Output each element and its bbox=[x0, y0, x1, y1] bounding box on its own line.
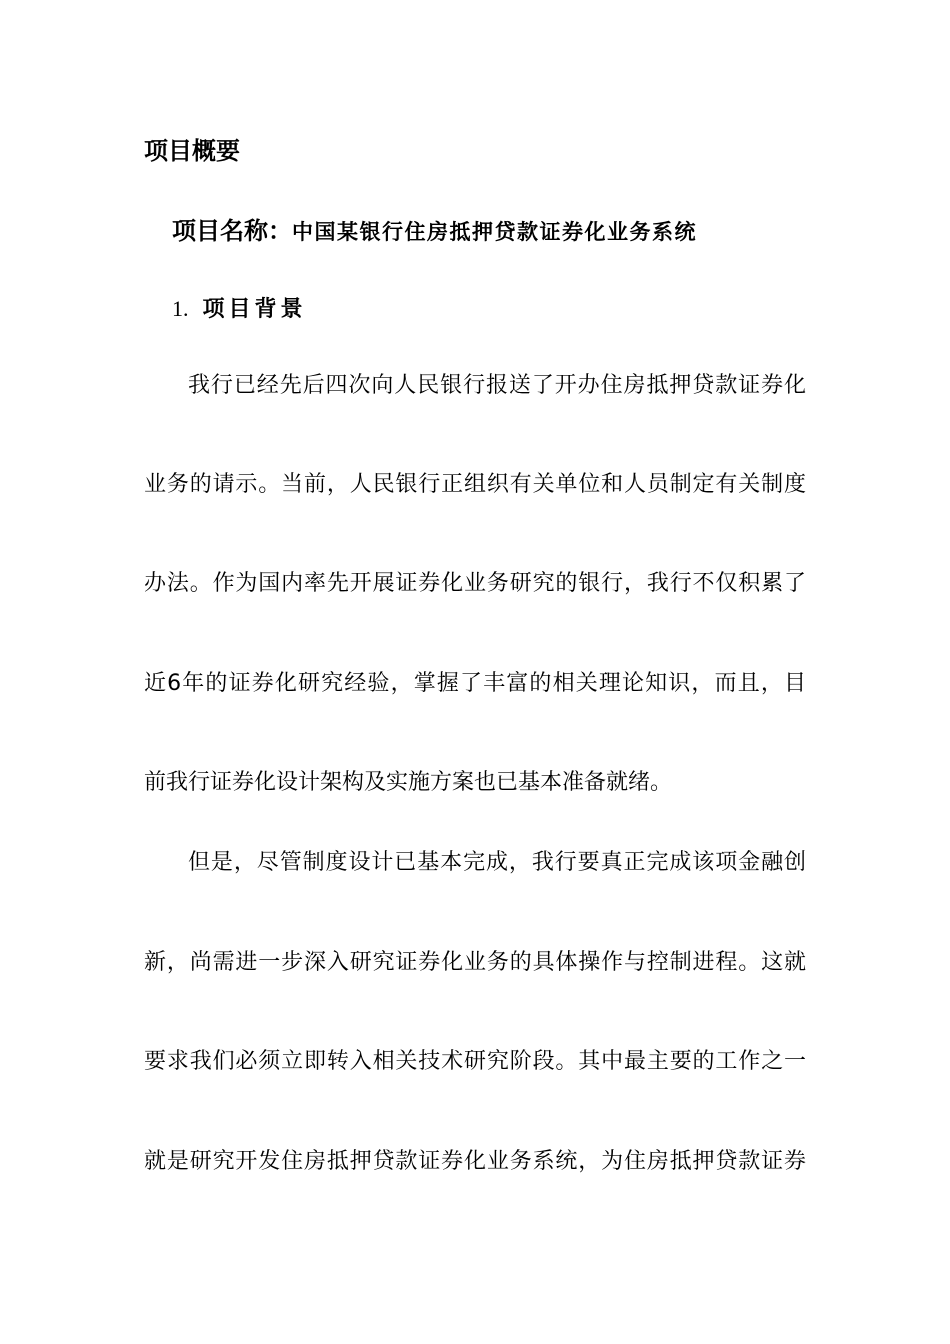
paragraph-line: 要求我们必须立即转入相关技术研究阶段。其中最主要的工作之一 bbox=[144, 1049, 806, 1074]
project-name-value: 中国某银行住房抵押贷款证券化业务系统 bbox=[292, 219, 697, 244]
paragraph-line: 近6年的证券化研究经验，掌握了丰富的相关理论知识，而且，目 bbox=[144, 671, 806, 696]
section-title-text: 项目背景 bbox=[202, 296, 307, 322]
paragraph-line: 就是研究开发住房抵押贷款证券化业务系统，为住房抵押贷款证券 bbox=[144, 1149, 806, 1174]
document-heading: 项目概要 bbox=[144, 137, 240, 165]
paragraph-line: 前我行证券化设计架构及实施方案也已基本准备就绪。 bbox=[144, 770, 673, 795]
section-number: 1. bbox=[172, 296, 189, 321]
project-name-label: 项目名称： bbox=[172, 217, 292, 245]
paragraph-line: 业务的请示。当前，人民银行正组织有关单位和人员制定有关制度 bbox=[144, 472, 806, 497]
section-title bbox=[172, 292, 307, 327]
paragraph-line: 但是，尽管制度设计已基本完成，我行要真正完成该项金融创 bbox=[188, 850, 806, 875]
project-name-line bbox=[172, 214, 697, 251]
paragraph-line: 办法。作为国内率先开展证券化业务研究的银行，我行不仅积累了 bbox=[144, 571, 806, 596]
paragraph-line: 新，尚需进一步深入研究证券化业务的具体操作与控制进程。这就 bbox=[144, 950, 806, 975]
paragraph-line: 我行已经先后四次向人民银行报送了开办住房抵押贷款证券化 bbox=[188, 373, 806, 398]
